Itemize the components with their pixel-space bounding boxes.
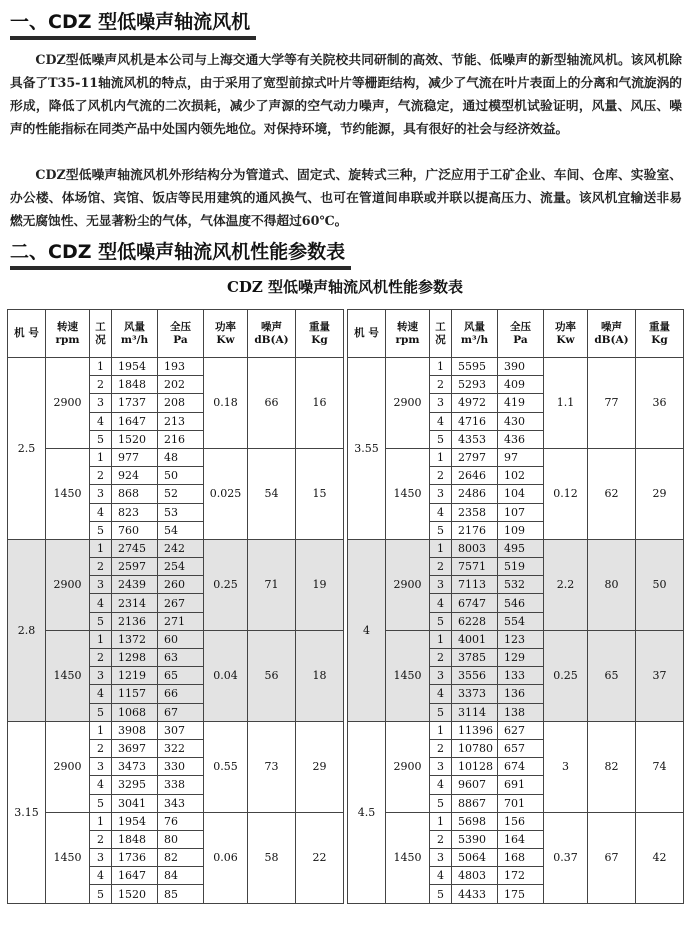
pressure-cell: 136 <box>498 685 544 703</box>
condition-cell: 2 <box>430 739 452 757</box>
condition-cell: 4 <box>90 685 112 703</box>
condition-cell: 4 <box>430 867 452 885</box>
table-row <box>8 539 344 557</box>
condition-cell: 5 <box>430 703 452 721</box>
pressure-cell: 419 <box>498 394 544 412</box>
condition-cell: 1 <box>430 448 452 466</box>
flow-cell: 1954 <box>112 812 158 830</box>
pressure-cell: 532 <box>498 576 544 594</box>
pressure-cell: 97 <box>498 448 544 466</box>
flow-cell: 2745 <box>112 539 158 557</box>
section-1-heading: 一、CDZ 型低噪声轴流风机 <box>10 8 256 40</box>
condition-cell: 5 <box>430 612 452 630</box>
flow-cell: 2797 <box>452 448 498 466</box>
flow-cell: 8003 <box>452 539 498 557</box>
power-cell: 0.12 <box>544 448 588 539</box>
power-cell: 0.37 <box>544 812 588 903</box>
model-cell: 3.15 <box>8 721 46 903</box>
flow-cell: 4433 <box>452 885 498 903</box>
power-cell: 0.55 <box>204 721 248 812</box>
pressure-cell: 175 <box>498 885 544 903</box>
condition-cell: 4 <box>430 503 452 521</box>
pressure-cell: 202 <box>158 376 204 394</box>
noise-cell: 65 <box>588 630 636 721</box>
pressure-cell: 102 <box>498 467 544 485</box>
flow-cell: 3556 <box>452 667 498 685</box>
pressure-cell: 267 <box>158 594 204 612</box>
header-power: 功率 Kw <box>544 310 588 358</box>
pressure-cell: 430 <box>498 412 544 430</box>
power-cell: 0.18 <box>204 358 248 449</box>
flow-cell: 5595 <box>452 358 498 376</box>
flow-cell: 3473 <box>112 758 158 776</box>
noise-cell: 71 <box>248 539 296 630</box>
pressure-cell: 343 <box>158 794 204 812</box>
pressure-cell: 52 <box>158 485 204 503</box>
noise-cell: 77 <box>588 358 636 449</box>
header-weight: 重量 Kg <box>296 310 344 358</box>
pressure-cell: 168 <box>498 849 544 867</box>
pressure-cell: 138 <box>498 703 544 721</box>
speed-cell: 2900 <box>386 358 430 449</box>
speed-cell: 1450 <box>46 812 90 903</box>
condition-cell: 5 <box>90 885 112 903</box>
pressure-cell: 554 <box>498 612 544 630</box>
model-cell: 4.5 <box>348 721 386 903</box>
flow-cell: 1298 <box>112 649 158 667</box>
flow-cell: 1647 <box>112 867 158 885</box>
flow-cell: 3373 <box>452 685 498 703</box>
flow-cell: 2646 <box>452 467 498 485</box>
condition-cell: 2 <box>430 830 452 848</box>
condition-cell: 4 <box>430 412 452 430</box>
flow-cell: 3908 <box>112 721 158 739</box>
condition-cell: 1 <box>430 630 452 648</box>
flow-cell: 3114 <box>452 703 498 721</box>
pressure-cell: 85 <box>158 885 204 903</box>
speed-cell: 2900 <box>46 358 90 449</box>
table-row <box>348 539 684 557</box>
speed-cell: 1450 <box>386 630 430 721</box>
condition-cell: 2 <box>90 467 112 485</box>
condition-cell: 4 <box>430 685 452 703</box>
speed-cell: 2900 <box>46 539 90 630</box>
flow-cell: 3295 <box>112 776 158 794</box>
model-cell: 2.8 <box>8 539 46 721</box>
pressure-cell: 436 <box>498 430 544 448</box>
condition-cell: 4 <box>430 594 452 612</box>
condition-cell: 1 <box>90 812 112 830</box>
pressure-cell: 67 <box>158 703 204 721</box>
condition-cell: 1 <box>90 358 112 376</box>
section-2-heading: 二、CDZ 型低噪声轴流风机性能参数表 <box>10 238 351 270</box>
condition-cell: 4 <box>90 594 112 612</box>
weight-cell: 42 <box>636 812 684 903</box>
flow-cell: 10128 <box>452 758 498 776</box>
pressure-cell: 48 <box>158 448 204 466</box>
pressure-cell: 65 <box>158 667 204 685</box>
header-noise: 噪声 dB(A) <box>588 310 636 358</box>
condition-cell: 3 <box>90 667 112 685</box>
pressure-cell: 691 <box>498 776 544 794</box>
flow-cell: 6747 <box>452 594 498 612</box>
flow-cell: 1372 <box>112 630 158 648</box>
weight-cell: 22 <box>296 812 344 903</box>
power-cell: 3 <box>544 721 588 812</box>
pressure-cell: 409 <box>498 376 544 394</box>
flow-cell: 5390 <box>452 830 498 848</box>
pressure-cell: 216 <box>158 430 204 448</box>
pressure-cell: 133 <box>498 667 544 685</box>
pressure-cell: 495 <box>498 539 544 557</box>
condition-cell: 5 <box>90 521 112 539</box>
table-row <box>348 358 684 376</box>
condition-cell: 5 <box>430 885 452 903</box>
condition-cell: 1 <box>430 721 452 739</box>
noise-cell: 58 <box>248 812 296 903</box>
pressure-cell: 657 <box>498 739 544 757</box>
flow-cell: 1520 <box>112 885 158 903</box>
weight-cell: 15 <box>296 448 344 539</box>
weight-cell: 74 <box>636 721 684 812</box>
flow-cell: 4353 <box>452 430 498 448</box>
table-row <box>348 721 684 739</box>
flow-cell: 4803 <box>452 867 498 885</box>
flow-cell: 3041 <box>112 794 158 812</box>
table-row <box>348 448 684 466</box>
flow-cell: 9607 <box>452 776 498 794</box>
condition-cell: 3 <box>430 485 452 503</box>
pressure-cell: 54 <box>158 521 204 539</box>
table-title: CDZ 型低噪声轴流风机性能参数表 <box>226 278 464 296</box>
condition-cell: 2 <box>430 376 452 394</box>
flow-cell: 1848 <box>112 830 158 848</box>
model-cell: 2.5 <box>8 358 46 540</box>
power-cell: 0.06 <box>204 812 248 903</box>
power-cell: 0.025 <box>204 448 248 539</box>
condition-cell: 5 <box>90 703 112 721</box>
model-cell: 4 <box>348 539 386 721</box>
flow-cell: 2597 <box>112 558 158 576</box>
pressure-cell: 66 <box>158 685 204 703</box>
condition-cell: 5 <box>90 794 112 812</box>
table-row <box>348 630 684 648</box>
pressure-cell: 519 <box>498 558 544 576</box>
condition-cell: 5 <box>430 521 452 539</box>
pressure-cell: 172 <box>498 867 544 885</box>
condition-cell: 3 <box>430 576 452 594</box>
flow-cell: 2358 <box>452 503 498 521</box>
pressure-cell: 82 <box>158 849 204 867</box>
pressure-cell: 129 <box>498 649 544 667</box>
power-cell: 2.2 <box>544 539 588 630</box>
flow-cell: 6228 <box>452 612 498 630</box>
weight-cell: 18 <box>296 630 344 721</box>
flow-cell: 2439 <box>112 576 158 594</box>
flow-cell: 5064 <box>452 849 498 867</box>
table-row <box>8 721 344 739</box>
weight-cell: 19 <box>296 539 344 630</box>
pressure-cell: 107 <box>498 503 544 521</box>
weight-cell: 50 <box>636 539 684 630</box>
flow-cell: 1736 <box>112 849 158 867</box>
intro-paragraph: CDZ型低噪声风机是本公司与上海交通大学等有关院校共同研制的高效、节能、低噪声的新型轴流风机。该风机除具备了T35-11轴流风机的特点，由于采用了宽型前掠式叶片等栅距结构，减少了气流在叶片表面上的分离和气流旋涡的形成，降低了风机内气流的二次损耗，减少了声源的空气动力噪声，气流稳定，通过模型机试验证明，风量、风压、噪声的性能指标在同类产品中处国内领先地位。对保持环境，节约能源，具有很好的社会与经济效益。 <box>10 52 682 136</box>
flow-cell: 8867 <box>452 794 498 812</box>
weight-cell: 16 <box>296 358 344 449</box>
header-power: 功率 Kw <box>204 310 248 358</box>
flow-cell: 1520 <box>112 430 158 448</box>
flow-cell: 11396 <box>452 721 498 739</box>
model-cell: 3.55 <box>348 358 386 540</box>
speed-cell: 1450 <box>46 448 90 539</box>
flow-cell: 2314 <box>112 594 158 612</box>
condition-cell: 2 <box>90 649 112 667</box>
condition-cell: 1 <box>90 630 112 648</box>
condition-cell: 5 <box>430 794 452 812</box>
pressure-cell: 193 <box>158 358 204 376</box>
condition-cell: 2 <box>430 558 452 576</box>
pressure-cell: 307 <box>158 721 204 739</box>
flow-cell: 10780 <box>452 739 498 757</box>
flow-cell: 977 <box>112 448 158 466</box>
noise-cell: 56 <box>248 630 296 721</box>
flow-cell: 760 <box>112 521 158 539</box>
pressure-cell: 242 <box>158 539 204 557</box>
right-parameter-table <box>347 309 684 904</box>
condition-cell: 2 <box>90 830 112 848</box>
pressure-cell: 701 <box>498 794 544 812</box>
noise-cell: 80 <box>588 539 636 630</box>
pressure-cell: 213 <box>158 412 204 430</box>
flow-cell: 2136 <box>112 612 158 630</box>
header-condition: 工 况 <box>430 310 452 358</box>
speed-cell: 1450 <box>386 448 430 539</box>
flow-cell: 1848 <box>112 376 158 394</box>
pressure-cell: 104 <box>498 485 544 503</box>
flow-cell: 924 <box>112 467 158 485</box>
flow-cell: 1647 <box>112 412 158 430</box>
condition-cell: 4 <box>90 776 112 794</box>
pressure-cell: 627 <box>498 721 544 739</box>
power-cell: 0.04 <box>204 630 248 721</box>
flow-cell: 868 <box>112 485 158 503</box>
flow-cell: 7113 <box>452 576 498 594</box>
header-pressure: 全压 Pa <box>158 310 204 358</box>
flow-cell: 1068 <box>112 703 158 721</box>
weight-cell: 37 <box>636 630 684 721</box>
flow-cell: 5293 <box>452 376 498 394</box>
flow-cell: 4001 <box>452 630 498 648</box>
condition-cell: 1 <box>90 448 112 466</box>
condition-cell: 5 <box>430 430 452 448</box>
flow-cell: 1954 <box>112 358 158 376</box>
table-row <box>8 630 344 648</box>
table-row <box>348 812 684 830</box>
header-model: 机 号 <box>8 310 46 358</box>
condition-cell: 3 <box>90 849 112 867</box>
condition-cell: 4 <box>90 412 112 430</box>
noise-cell: 67 <box>588 812 636 903</box>
condition-cell: 3 <box>430 849 452 867</box>
condition-cell: 3 <box>90 485 112 503</box>
header-pressure: 全压 Pa <box>498 310 544 358</box>
condition-cell: 4 <box>90 503 112 521</box>
header-model: 机 号 <box>348 310 386 358</box>
condition-cell: 1 <box>430 358 452 376</box>
condition-cell: 5 <box>90 612 112 630</box>
table-row <box>8 358 344 376</box>
pressure-cell: 390 <box>498 358 544 376</box>
header-noise: 噪声 dB(A) <box>248 310 296 358</box>
condition-cell: 3 <box>430 394 452 412</box>
flow-cell: 1157 <box>112 685 158 703</box>
table-row <box>8 448 344 466</box>
pressure-cell: 60 <box>158 630 204 648</box>
flow-cell: 4972 <box>452 394 498 412</box>
condition-cell: 4 <box>430 776 452 794</box>
pressure-cell: 156 <box>498 812 544 830</box>
weight-cell: 29 <box>636 448 684 539</box>
pressure-cell: 109 <box>498 521 544 539</box>
pressure-cell: 546 <box>498 594 544 612</box>
speed-cell: 2900 <box>386 539 430 630</box>
noise-cell: 82 <box>588 721 636 812</box>
condition-cell: 3 <box>90 576 112 594</box>
condition-cell: 5 <box>90 430 112 448</box>
flow-cell: 7571 <box>452 558 498 576</box>
structure-paragraph: CDZ型低噪声轴流风机外形结构分为管道式、固定式、旋转式三种，广泛应用于工矿企业、车间、仓库、实验室、办公楼、体场馆、宾馆、饭店等民用建筑的通风换气、也可在管道间串联或并联以提高压力、流量。该风机宜输送非易燃无腐蚀性、无显著粉尘的气体，气体温度不得超过60℃。 <box>10 167 682 228</box>
noise-cell: 73 <box>248 721 296 812</box>
pressure-cell: 123 <box>498 630 544 648</box>
condition-cell: 4 <box>90 867 112 885</box>
pressure-cell: 164 <box>498 830 544 848</box>
pressure-cell: 84 <box>158 867 204 885</box>
pressure-cell: 76 <box>158 812 204 830</box>
condition-cell: 3 <box>430 667 452 685</box>
table-row <box>8 812 344 830</box>
flow-cell: 3697 <box>112 739 158 757</box>
condition-cell: 2 <box>90 376 112 394</box>
left-parameter-table <box>7 309 344 904</box>
header-flow: 风量 m³/h <box>452 310 498 358</box>
flow-cell: 2176 <box>452 521 498 539</box>
header-condition: 工 况 <box>90 310 112 358</box>
condition-cell: 3 <box>430 758 452 776</box>
flow-cell: 5698 <box>452 812 498 830</box>
power-cell: 0.25 <box>544 630 588 721</box>
pressure-cell: 63 <box>158 649 204 667</box>
pressure-cell: 260 <box>158 576 204 594</box>
flow-cell: 2486 <box>452 485 498 503</box>
flow-cell: 1737 <box>112 394 158 412</box>
condition-cell: 1 <box>90 539 112 557</box>
condition-cell: 1 <box>430 812 452 830</box>
condition-cell: 3 <box>90 758 112 776</box>
noise-cell: 54 <box>248 448 296 539</box>
speed-cell: 2900 <box>46 721 90 812</box>
power-cell: 0.25 <box>204 539 248 630</box>
pressure-cell: 80 <box>158 830 204 848</box>
condition-cell: 2 <box>90 558 112 576</box>
header-weight: 重量 Kg <box>636 310 684 358</box>
flow-cell: 1219 <box>112 667 158 685</box>
power-cell: 1.1 <box>544 358 588 449</box>
pressure-cell: 674 <box>498 758 544 776</box>
pressure-cell: 271 <box>158 612 204 630</box>
condition-cell: 3 <box>90 394 112 412</box>
pressure-cell: 338 <box>158 776 204 794</box>
weight-cell: 29 <box>296 721 344 812</box>
condition-cell: 1 <box>430 539 452 557</box>
pressure-cell: 208 <box>158 394 204 412</box>
pressure-cell: 50 <box>158 467 204 485</box>
weight-cell: 36 <box>636 358 684 449</box>
flow-cell: 4716 <box>452 412 498 430</box>
condition-cell: 2 <box>430 467 452 485</box>
header-flow: 风量 m³/h <box>112 310 158 358</box>
flow-cell: 3785 <box>452 649 498 667</box>
condition-cell: 2 <box>90 739 112 757</box>
header-speed: 转速 rpm <box>386 310 430 358</box>
pressure-cell: 322 <box>158 739 204 757</box>
condition-cell: 1 <box>90 721 112 739</box>
noise-cell: 66 <box>248 358 296 449</box>
pressure-cell: 254 <box>158 558 204 576</box>
speed-cell: 1450 <box>46 630 90 721</box>
header-speed: 转速 rpm <box>46 310 90 358</box>
speed-cell: 1450 <box>386 812 430 903</box>
pressure-cell: 330 <box>158 758 204 776</box>
speed-cell: 2900 <box>386 721 430 812</box>
noise-cell: 62 <box>588 448 636 539</box>
pressure-cell: 53 <box>158 503 204 521</box>
condition-cell: 2 <box>430 649 452 667</box>
flow-cell: 823 <box>112 503 158 521</box>
